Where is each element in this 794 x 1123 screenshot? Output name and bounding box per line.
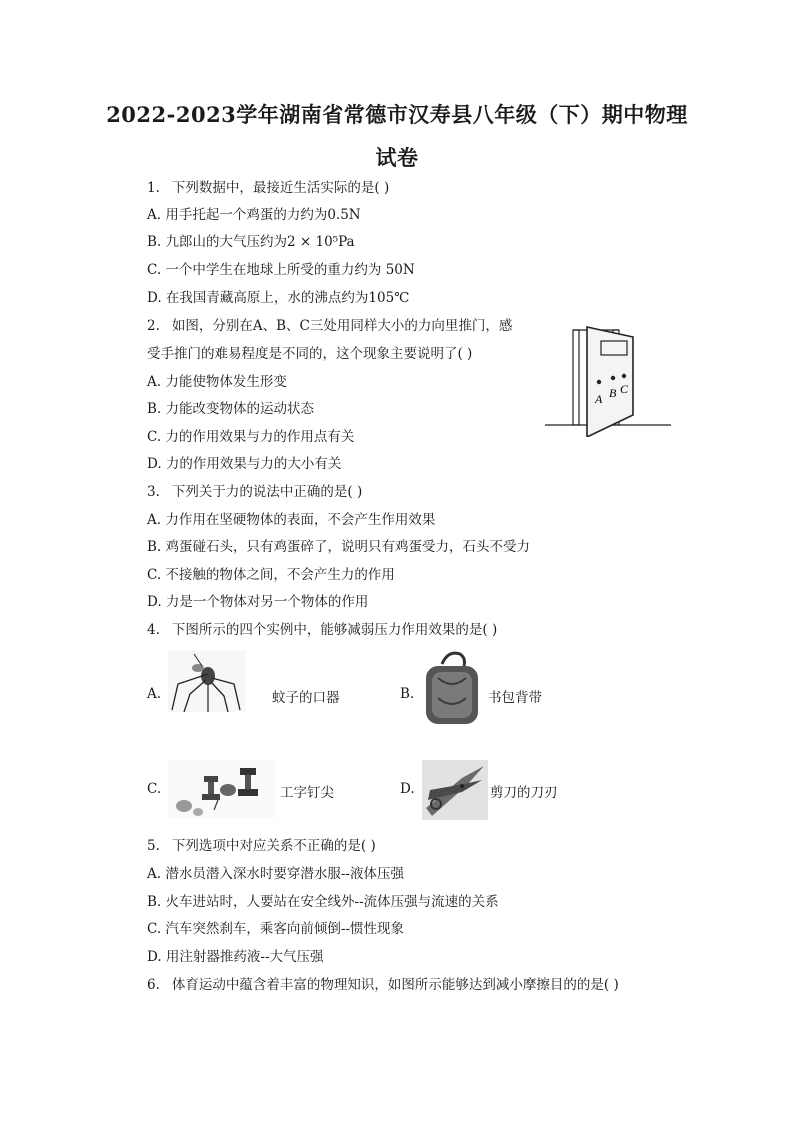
mosquito-image bbox=[168, 650, 246, 712]
exam-title-line2: 试卷 bbox=[375, 145, 419, 170]
q5-stem-text: 下列选项中对应关系不正确的是( ) bbox=[171, 838, 376, 854]
q2-option-c: C. 力的作用效果与力的作用点有关 bbox=[147, 429, 355, 445]
backpack-image bbox=[418, 650, 486, 726]
q6-stem-text: 体育运动中蕴含着丰富的物理知识，如图所示能够达到减小摩擦目的的是( ) bbox=[171, 977, 619, 993]
q1-option-b: B. 九郎山的大气压约为2 × 10⁵Pa bbox=[147, 234, 355, 250]
q2-stem-line2: 受手推门的难易程度是不同的，这个现象主要说明了( ) bbox=[147, 346, 473, 362]
q4-option-a-text: 蚊子的口器 bbox=[272, 690, 340, 706]
q4-option-b-text: 书包背带 bbox=[488, 690, 542, 706]
q3-stem bbox=[147, 483, 362, 501]
q2-stem-line1 bbox=[147, 317, 512, 335]
q4-option-c-text: 工字钉尖 bbox=[280, 785, 334, 801]
q5-option-c: C. 汽车突然刹车，乘客向前倾倒--惯性现象 bbox=[147, 921, 405, 937]
door-figure bbox=[543, 325, 673, 437]
q3-number: 3. bbox=[147, 484, 160, 500]
q4-option-c-letter: C. bbox=[147, 781, 162, 797]
q3-option-a: A. 力作用在坚硬物体的表面，不会产生作用效果 bbox=[147, 512, 436, 528]
q4-number: 4. bbox=[147, 622, 160, 638]
q3-option-c: C. 不接触的物体之间，不会产生力的作用 bbox=[147, 567, 395, 583]
q4-option-b-letter: B. bbox=[400, 686, 415, 702]
q1-number: 1. bbox=[147, 180, 160, 196]
q2-option-b: B. 力能改变物体的运动状态 bbox=[147, 401, 315, 417]
scissors-image bbox=[422, 760, 488, 820]
q2-stem-text1: 如图，分别在A、B、C三处用同样大小的力向里推门，感 bbox=[171, 318, 513, 334]
q5-option-d: D. 用注射器推药液--大气压强 bbox=[147, 949, 324, 965]
exam-title-line1: 2022-2023学年湖南省常德市汉寿县八年级（下）期中物理 bbox=[106, 102, 688, 127]
q6-stem bbox=[147, 976, 619, 994]
door-label-b: B bbox=[609, 386, 617, 400]
q1-stem bbox=[147, 179, 389, 197]
q5-option-a: A. 潜水员潜入深水时要穿潜水服--液体压强 bbox=[147, 866, 404, 882]
q3-stem-text: 下列关于力的说法中正确的是( ) bbox=[171, 484, 363, 500]
q5-option-b: B. 火车进站时，人要站在安全线外--流体压强与流速的关系 bbox=[147, 894, 499, 910]
q4-stem bbox=[147, 621, 497, 639]
q4-option-a-letter: A. bbox=[147, 686, 162, 702]
q1-option-d: D. 在我国青藏高原上，水的沸点约为105℃ bbox=[147, 290, 410, 306]
q1-option-c: C. 一个中学生在地球上所受的重力约为 50N bbox=[147, 262, 415, 278]
q1-stem-text: 下列数据中，最接近生活实际的是( ) bbox=[171, 180, 390, 196]
q2-number: 2. bbox=[147, 318, 160, 334]
q3-option-d: D. 力是一个物体对另一个物体的作用 bbox=[147, 594, 369, 610]
q4-stem-text: 下图所示的四个实例中，能够减弱压力作用效果的是( ) bbox=[171, 622, 498, 638]
q2-option-a: A. 力能使物体发生形变 bbox=[147, 374, 287, 390]
q4-option-d-letter: D. bbox=[400, 781, 415, 797]
door-label-a: A bbox=[595, 392, 603, 406]
q4-option-d-text: 剪刀的刀刃 bbox=[490, 785, 558, 801]
q3-option-b: B. 鸡蛋碰石头，只有鸡蛋碎了，说明只有鸡蛋受力，石头不受力 bbox=[147, 539, 531, 555]
q5-stem bbox=[147, 837, 376, 855]
q1-option-a: A. 用手托起一个鸡蛋的力约为0.5N bbox=[147, 207, 361, 223]
q2-option-d: D. 力的作用效果与力的大小有关 bbox=[147, 456, 342, 472]
door-label-c: C bbox=[620, 382, 629, 396]
q5-number: 5. bbox=[147, 838, 160, 854]
thumbtack-image bbox=[168, 760, 276, 818]
q6-number: 6. bbox=[147, 977, 160, 993]
